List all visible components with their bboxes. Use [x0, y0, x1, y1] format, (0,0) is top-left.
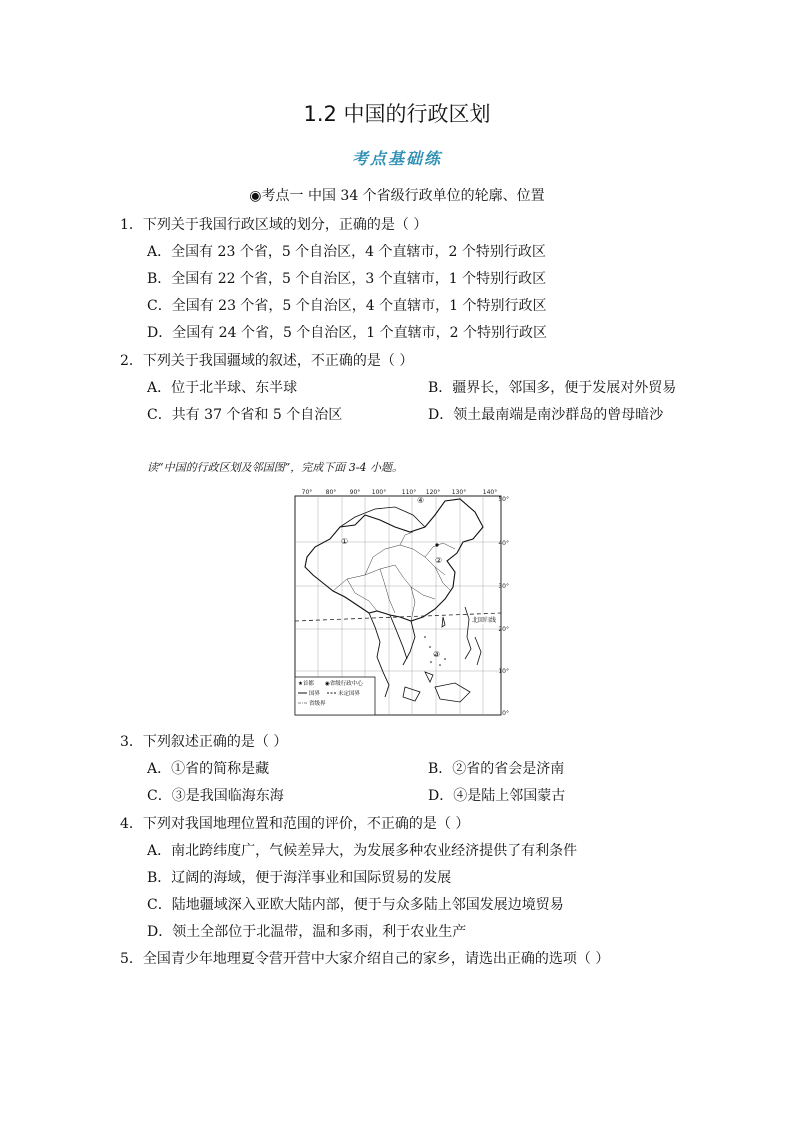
lon-label: 80° — [325, 489, 337, 496]
question-3-option-b[interactable]: B．②省的省会是济南 — [428, 761, 565, 777]
map-svg — [285, 487, 511, 719]
marker-1: ① — [341, 537, 349, 546]
question-1-option-a[interactable]: A．全国有 23 个省，5 个自治区，4 个直辖市，2 个特别行政区 — [147, 244, 546, 260]
question-2-option-d[interactable]: D．领土最南端是南沙群岛的曾母暗沙 — [428, 407, 664, 423]
question-4-option-b[interactable]: B．辽阔的海域，便于海洋事业和国际贸易的发展 — [147, 870, 452, 886]
lon-label: 140° — [482, 489, 498, 496]
section-subtitle: 考点基础练 — [351, 149, 442, 168]
question-1-stem: 1．下列关于我国行政区域的划分，正确的是（ ） — [120, 217, 428, 233]
legend-provincial-center: ◉省级行政中心 — [325, 681, 363, 687]
lat-label: 20° — [498, 626, 509, 633]
question-1-option-c[interactable]: C．全国有 23 个省，5 个自治区，4 个直辖市，1 个特别行政区 — [147, 298, 547, 314]
lon-label: 130° — [451, 489, 467, 496]
china-administrative-map — [285, 487, 511, 719]
top-degree-labels — [302, 489, 498, 496]
question-2-stem: 2．下列关于我国疆域的叙述，不正确的是（ ） — [120, 353, 414, 369]
question-1-option-b[interactable]: B．全国有 22 个省，5 个自治区，3 个直辖市，1 个特别行政区 — [147, 271, 547, 287]
legend-undetermined-border: 未定国界 — [338, 691, 361, 697]
lon-label: 120° — [425, 489, 441, 496]
map-legend — [295, 677, 375, 715]
lon-label: 90° — [349, 489, 361, 496]
capital-marker — [435, 543, 438, 546]
question-4-option-d[interactable]: D．领土全部位于北温带，温和多雨，利于农业生产 — [147, 924, 467, 940]
lon-label: 70° — [301, 489, 313, 496]
marker-2: ② — [435, 556, 443, 565]
question-3-option-d[interactable]: D．④是陆上邻国蒙古 — [428, 788, 566, 804]
lon-label: 100° — [371, 489, 387, 496]
lon-label: 110° — [401, 489, 417, 496]
question-2-option-a[interactable]: A．位于北半球、东半球 — [147, 380, 298, 396]
question-2-option-c[interactable]: C．共有 37 个省和 5 个自治区 — [147, 407, 343, 423]
question-3-option-a[interactable]: A．①省的简称是藏 — [147, 761, 270, 777]
question-3-option-c[interactable]: C．③是我国临海东海 — [147, 788, 284, 804]
question-4-option-a[interactable]: A．南北跨纬度广，气候差异大，为发展多种农业经济提供了有利条件 — [147, 843, 578, 859]
page-title: 1.2 中国的行政区划 — [303, 102, 491, 126]
lat-label: 0° — [502, 710, 509, 717]
question-3-stem: 3．下列叙述正确的是（ ） — [120, 734, 288, 750]
marker-3: ③ — [433, 650, 441, 659]
lat-label: 10° — [498, 668, 509, 675]
marker-4: ④ — [417, 496, 425, 505]
question-4-stem: 4．下列对我国地理位置和范围的评价，不正确的是（ ） — [120, 816, 470, 832]
section-heading: ◉考点一 中国 34 个省级行政单位的轮廓、位置 — [249, 188, 545, 204]
lat-label: 30° — [498, 583, 509, 590]
legend-capital: ★首都 — [298, 681, 314, 687]
tropic-label: 北回归线 — [471, 617, 497, 624]
lat-label: 50° — [498, 496, 509, 503]
map-caption: 读“中国的行政区划及邻国图”，完成下面 3-4 小题。 — [147, 461, 403, 474]
question-4-option-c[interactable]: C．陆地疆域深入亚欧大陆内部，便于与众多陆上邻国发展边境贸易 — [147, 897, 564, 913]
question-2-option-b[interactable]: B．疆界长，邻国多，便于发展对外贸易 — [428, 380, 677, 396]
legend-provincial-border: 省级界 — [309, 701, 326, 707]
legend-national-border: 国界 — [309, 691, 321, 697]
lat-label: 40° — [498, 540, 509, 547]
question-1-option-d[interactable]: D．全国有 24 个省，5 个自治区，1 个直辖市，2 个特别行政区 — [147, 325, 548, 341]
question-5-stem: 5．全国青少年地理夏令营开营中大家介绍自己的家乡，请选出正确的选项（ ） — [120, 951, 610, 967]
